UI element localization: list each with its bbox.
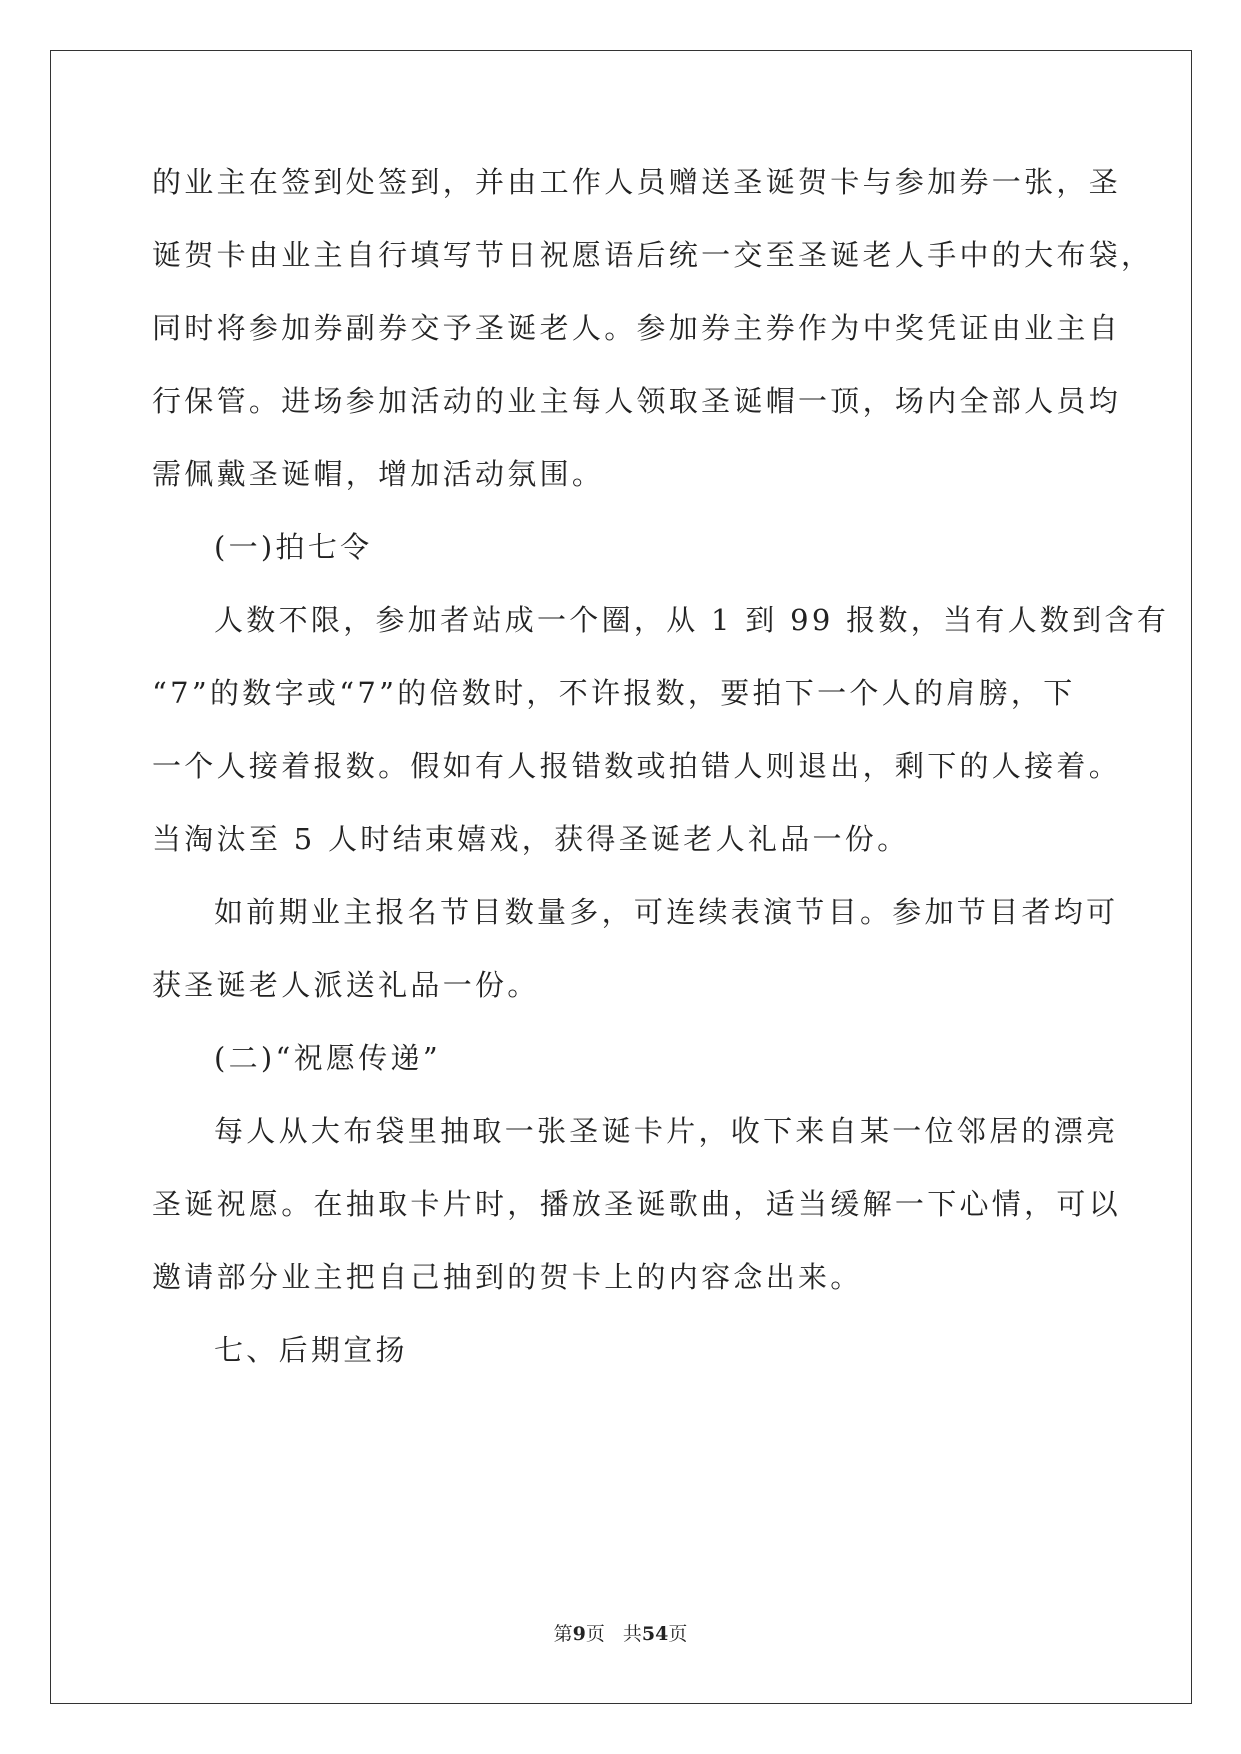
section-heading: 七、后期宣扬	[214, 1333, 408, 1367]
text-line: 当淘汰至 5 人时结束嬉戏，获得圣诞老人礼品一份。	[152, 822, 910, 856]
footer-total-pages: 54	[641, 1623, 669, 1645]
footer-page-number: 9	[572, 1623, 586, 1645]
text-line: 同时将参加券副券交予圣诞老人。参加券主券作为中奖凭证由业主自	[152, 311, 1122, 345]
section-heading: (一)拍七令	[214, 530, 373, 564]
text-line: 需佩戴圣诞帽，增加活动氛围。	[152, 457, 605, 491]
footer-total-suffix: 页	[668, 1623, 688, 1645]
text-line: 诞贺卡由业主自行填写节日祝愿语后统一交至圣诞老人手中的大布袋，	[152, 238, 1154, 272]
text-line: 行保管。进场参加活动的业主每人领取圣诞帽一顶，场内全部人员均	[152, 384, 1122, 418]
text-line: “7”的数字或“7”的倍数时，不许报数，要拍下一个人的肩膀，下	[152, 676, 1076, 710]
footer-page-suffix: 页	[585, 1623, 605, 1645]
text-line: 如前期业主报名节目数量多，可连续表演节目。参加节目者均可	[214, 895, 1119, 929]
page-border	[50, 50, 1192, 1704]
text-line: 邀请部分业主把自己抽到的贺卡上的内容念出来。	[152, 1260, 863, 1294]
text-line: 一个人接着报数。假如有人报错数或拍错人则退出，剩下的人接着。	[152, 749, 1122, 783]
page-footer	[0, 1622, 1241, 1646]
text-line: 的业主在签到处签到，并由工作人员赠送圣诞贺卡与参加券一张，圣	[152, 165, 1122, 199]
section-heading: (二)“祝愿传递”	[214, 1041, 441, 1075]
footer-total-prefix: 共	[622, 1623, 642, 1645]
text-line: 圣诞祝愿。在抽取卡片时，播放圣诞歌曲，适当缓解一下心情，可以	[152, 1187, 1122, 1221]
text-line: 人数不限，参加者站成一个圈，从 1 到 99 报数，当有人数到含有	[214, 603, 1170, 637]
text-line: 获圣诞老人派送礼品一份。	[152, 968, 540, 1002]
text-line: 每人从大布袋里抽取一张圣诞卡片，收下来自某一位邻居的漂亮	[214, 1114, 1119, 1148]
footer-prefix: 第	[553, 1623, 573, 1645]
